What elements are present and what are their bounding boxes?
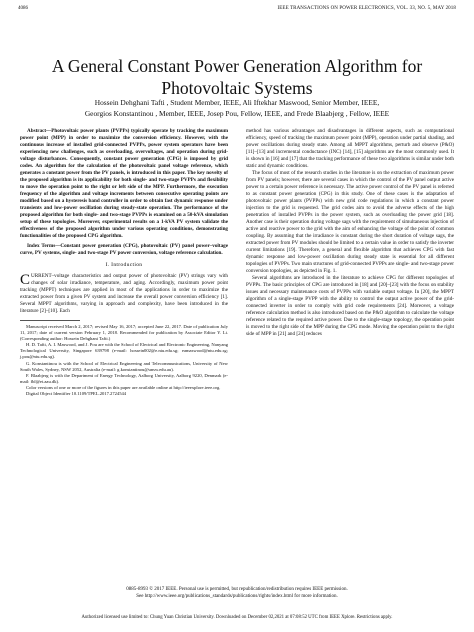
abstract: Abstract—Photovoltaic power plants (PVPPs) typically operate by tracking the maximum power point (MPP) in order to maximize the conversion efficiency. However, with the continuous increase of installed grid-connected PVPPs, power system operators have been experiencing new challenges, such as overloading, overvoltages, and operation during grid-voltage disturbances. Consequently, constant power generation (CPG) is imposed by grid codes. An algorithm for the calculation of the photovoltaic panel voltage reference, which generates a constant power from the PV panels, is introduced in this paper. The key novelty of the proposed algorithm is its applicability for both single- and two-stage PVPPs and flexibility to move the operation point to the right or left side of the MPP. Furthermore, the execution frequency of the algorithm and voltage increments between consecutive operating points are modified based on a hysteresis band controller in order to obtain fast dynamic response under transients and low-power oscillation during steady-state operation. The performance of the proposed algorithm for both single- and two-stage PVPPs is examined on a 50-kVA simulation setup of these topologies. Moreover, experimental results on a 1-kVA PV system validate the effectiveness of the proposed algorithm under various operating conditions, demonstrating functionalities of the proposed CPG algorithm. [20, 128, 228, 239]
drop-cap: C [20, 272, 31, 288]
authors-line-1-text: Hossein Dehghani Tafti , Student Member, IEEE, Ali Iftekhar Maswood, Senior Member, IEEE, [94, 98, 380, 107]
authors-line-2 [20, 109, 454, 120]
section-heading: I. Introduction [105, 262, 143, 268]
author-list [20, 98, 454, 119]
intro-first-word: URRENT [31, 273, 52, 279]
page-number: 4086 [18, 6, 28, 11]
left-column [20, 128, 228, 397]
right-paragraph-2: The focus of most of the research studies in the literature is on the extraction of maximum power from PV panels; however, there are several cases in which the control of the PV panel output active power to a certain power reference is necessary. The active power control of the PV panel is referred to as constant power generation (CPG) in this study. One of these cases is the adaptation of photovoltaic power plants (PVPPs) with new grid code regulations in which a constant power injection to the grid is requested. The grid codes aim to avoid the adverse effects of the high penetration of installed PVPPs in the power system, such as overloading the power grid [18]. Another case is their operation during voltage sags with the requirement of simultaneous injection of active and reactive power to the grid with the aim of enhancing the voltage of the point of common coupling. By assuming that the irradiance is constant during the short duration of voltage sags, the extracted power from PV modules should be limited to a certain value in order to satisfy the inverter current limitations [19]. Therefore, a general and flexible algorithm that achieves CPG with fast dynamic response and low-power oscillation during steady state is essential for all different topologies of PVPPs. Two main structures of grid-connected PVPPs are single- and two-stage power conversion topologies, as depicted in Fig. 1. [246, 170, 454, 274]
footnote-affiliation-aau: F. Blaabjerg is with the Department of Energy Technology, Aalborg University, Aalborg 9220, Denmark (e-mail: fbl@et.aau.dk). [20, 372, 228, 384]
footnote-manuscript: Manuscript received March 2, 2017; revised May 16, 2017; accepted June 22, 2017. Date of publication July 11, 2017; date of current version February 1, 2018. Recommended for publication by Associate Editor Y. Li. (Corresponding author: Hossein Dehghani Tafti.) [20, 324, 228, 342]
footnote-affiliation-ntu: H. D. Tafti, A. I. Maswood, and J. Pou are with the School of Electrical and Electronic Engineering, Nanyang Technological University, Singapore 639798 (e-mail: hossein002@e.ntu.edu.sg; eamaswood@ntu.edu.sg; j.pou@ntu.edu.sg). [20, 342, 228, 360]
index-terms: Index Terms—Constant power generation (CPG), photovoltaic (PV) panel power–voltage curve, PV systems, single- and two-stage PV power conversion, voltage reference calculation. [20, 243, 228, 256]
right-column [246, 128, 454, 338]
footnote-rule [20, 320, 80, 321]
footnote-doi: Digital Object Identifier 10.1109/TPEL.2017.2724544 [26, 391, 127, 397]
running-header [18, 6, 456, 16]
authors-line-1 [20, 98, 454, 109]
intro-paragraph [20, 273, 228, 315]
title-line-1: A General Constant Power Generation Algorithm for [51, 56, 423, 76]
footnote-color-versions: Color versions of one or more of the figures in this paper are available online at http://ieeexplore.ieee.org. [26, 384, 221, 390]
journal-name: IEEE TRANSACTIONS ON POWER ELECTRONICS, VOL. 33, NO. 5, MAY 2018 [277, 6, 456, 11]
right-paragraph-1: method has various advantages and disadvantages in different aspects, such as computational efficiency, speed of tracking the maximum power point (MPP), operation under partial shading, and power oscillations during steady state. Among all MPPT algorithms, perturb and observe (P&O) [11]–[13] and incremental conductance (INC) [14], [15] algorithms are the most commonly used. It is shown in [16] and [17] that the tracking performance of these two algorithms is similar under both static and dynamic conditions. [246, 128, 454, 169]
paper-title [0, 55, 474, 99]
right-paragraph-3: Several algorithms are introduced in the literature to achieve CPG for different topologies of PVPPs. The basic principles of CPG are introduced in [18] and [20]–[23] with the focus on stability issues and necessary maintenance costs of PVPPs with variable output voltage. In [20], the MPPT algorithm of a single-stage PVPP with the ability to control the output active power of the grid-connected inverter in order to comply with grid code requirements [24]. Moreover, a voltage reference calculation method is also introduced based on the P&O algorithm to calculate the voltage reference related to the required active power. Due to the single-stage topology, the operation point is moved to the right side of the MPP during the CPG mode. Moving the operation point to the right side of MPP in [21] and [24] reduces [246, 275, 454, 337]
copyright-notice [0, 587, 474, 600]
footnote-affiliation-unsw: G. Konstantinou is with the School of Electrical Engineering and Telecommunications, University of New South Wales, Sydney, NSW 2052, Australia (e-mail: g.konstantinou@unsw.edu.au). [20, 360, 228, 372]
download-notice: Authorized licensed use limited to: Chung Yuan Christian University. Downloaded on December 02,2021 at 07:08:52 UTC from IEEE Xplore. Restrictions apply. [81, 615, 393, 620]
authors-line-2-text: Georgios Konstantinou , Member, IEEE, Josep Pou, Fellow, IEEE, and Frede Blaabjerg , Fellow, IEEE [84, 108, 390, 118]
copyright-line-2: See http://www.ieee.org/publications_standards/publications/rights/index.html for more information. [136, 593, 338, 599]
title-line-2: Photovoltaic Systems [161, 78, 313, 98]
copyright-line-1: 0885-8993 © 2017 IEEE. Personal use is permitted, but republication/redistribution requires IEEE permission. [126, 587, 348, 592]
intro-text: –voltage characteristics and output power of photovoltaic (PV) strings vary with changes of solar irradiance, temperature, and aging. Accordingly, maximum power point tracking (MPPT) techniques are applied in most of the applications in order to maximize the extracted power from a given PV system and increase the overall power conversion efficiency [1]. Several MPPT algorithms, varying in approach and complexity, have been introduced in the literature [2]–[10]. Each [20, 273, 228, 314]
